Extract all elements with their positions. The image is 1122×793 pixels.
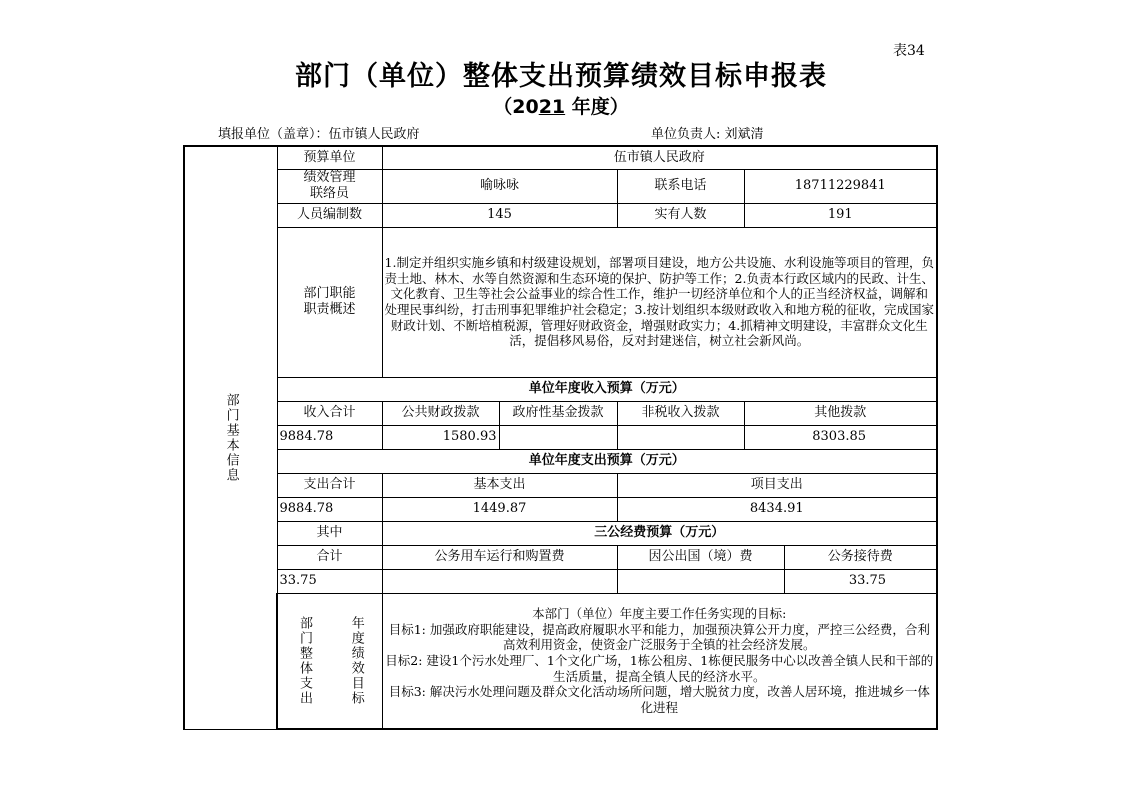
income-value-fund: [499, 425, 617, 449]
income-header-total: 收入合计: [277, 401, 382, 425]
three-public-value-total: 33.75: [277, 569, 382, 593]
income-header-other: 其他拨款: [744, 401, 937, 425]
subtitle-year: 21: [538, 96, 566, 118]
actual-staff-label: 实有人数: [617, 203, 744, 227]
contact-label: [277, 169, 382, 203]
subtitle-close: 年度）: [565, 96, 629, 118]
goal-2: 目标2: 建设1个污水处理厂、1个文化广场，1栋公租房、1栋便民服务中心以改善全镇人民和干部的生活质量，提高全镇人民的经济水平。: [385, 652, 934, 684]
goal-intro: 本部门（单位）年度主要工作任务实现的目标:: [532, 606, 787, 622]
income-header-nontax: 非税收入拨款: [617, 401, 744, 425]
three-public-value-reception: 33.75: [784, 569, 937, 593]
page-title: 部门（单位）整体支出预算绩效目标申报表: [295, 61, 827, 92]
three-public-value-car: [382, 569, 617, 593]
contact-value: 喻咏咏: [382, 169, 617, 203]
income-value-public: 1580.93: [382, 425, 499, 449]
income-value-other: 8303.85: [744, 425, 937, 449]
contact-label-line1: 绩效管理: [303, 169, 356, 185]
expense-header-project: 项目支出: [617, 473, 937, 497]
section-goals-left: 部门整体支出: [297, 615, 312, 706]
expense-value-basic: 1449.87: [382, 497, 617, 521]
budget-unit-value: 伍市镇人民政府: [382, 146, 937, 169]
three-public-heading: 三公经费预算（万元）: [382, 521, 937, 545]
budget-unit-label: 预算单位: [277, 146, 382, 169]
three-public-value-abroad: [617, 569, 784, 593]
three-public-header-total: 合计: [277, 545, 382, 569]
income-heading: 单位年度收入预算（万元）: [277, 377, 937, 401]
section-goals: [277, 593, 382, 729]
section-basic-label: 部门基本信息: [223, 392, 239, 483]
three-public-header-abroad: 因公出国（境）费: [617, 545, 784, 569]
income-value-nontax: [617, 425, 744, 449]
year-subtitle: [0, 92, 1122, 119]
subtitle-open: （20: [493, 96, 539, 118]
expense-value-project: 8434.91: [617, 497, 937, 521]
duties-label-line1: 部门职能: [303, 285, 356, 301]
expense-header-basic: 基本支出: [382, 473, 617, 497]
actual-staff-value: 191: [744, 203, 937, 227]
goal-3: 目标3: 解决污水处理问题及群众文化活动场所问题，增大脱贫力度，改善人居环境，推进城乡一体化进程: [388, 684, 930, 715]
duties-label: [277, 227, 382, 377]
duties-text: 1.制定并组织实施乡镇和村级建设规划，部署项目建设，地方公共设施、水利设施等项目的管理，负责土地、林木、水等自然资源和生态环境的保护、防护等工作；2.负责本行政区域内的民政、计生、文化教育、卫生等社会公益事业的综合性工作，维护一切经济单位和个人的正当经济权益，调解和处理民事纠纷，打击刑事犯罪维护社会稳定；3.按计划组织本级财政收入和地方税的征收，完成国家财政计划、不断培植税源，管理好财政资金，增强财政实力；4.抓精神文明建设，丰富群众文化生活，提倡移风易俗，反对封建迷信，树立社会新风尚。: [382, 227, 937, 377]
staff-quota-label: 人员编制数: [277, 203, 382, 227]
staff-quota-value: 145: [382, 203, 617, 227]
contact-label-line2: 联络员: [309, 186, 349, 201]
among-label: 其中: [277, 521, 382, 545]
goal-1: 目标1: 加强政府职能建设，提高政府履职水平和能力，加强预决算公开力度，严控三公经费，合利高效利用资金，使资金广泛服务于全镇的社会经济发展。: [388, 621, 930, 653]
expense-header-total: 支出合计: [277, 473, 382, 497]
income-value-total: 9884.78: [277, 425, 382, 449]
phone-value: 18711229841: [744, 169, 937, 203]
expense-heading: 单位年度支出预算（万元）: [277, 449, 937, 473]
section-goals-right: 年度绩效目标: [348, 615, 364, 706]
goals-text: [382, 593, 937, 729]
fill-unit: 填报单位（盖章）：伍市镇人民政府: [218, 127, 420, 142]
phone-label: 联系电话: [617, 169, 744, 203]
budget-goal-table: [183, 145, 938, 730]
section-goals-label: [280, 616, 380, 706]
expense-value-total: 9884.78: [277, 497, 382, 521]
section-basic-info: [184, 146, 277, 729]
unit-responsible: 单位负责人: 刘斌清: [651, 127, 764, 142]
duties-label-line2: 职责概述: [303, 302, 356, 317]
three-public-header-car: 公务用车运行和购置费: [382, 545, 617, 569]
income-header-fund: 政府性基金拨款: [499, 401, 617, 425]
table-number: 表34: [893, 43, 925, 59]
three-public-header-reception: 公务接待费: [784, 545, 937, 569]
income-header-public: 公共财政拨款: [382, 401, 499, 425]
